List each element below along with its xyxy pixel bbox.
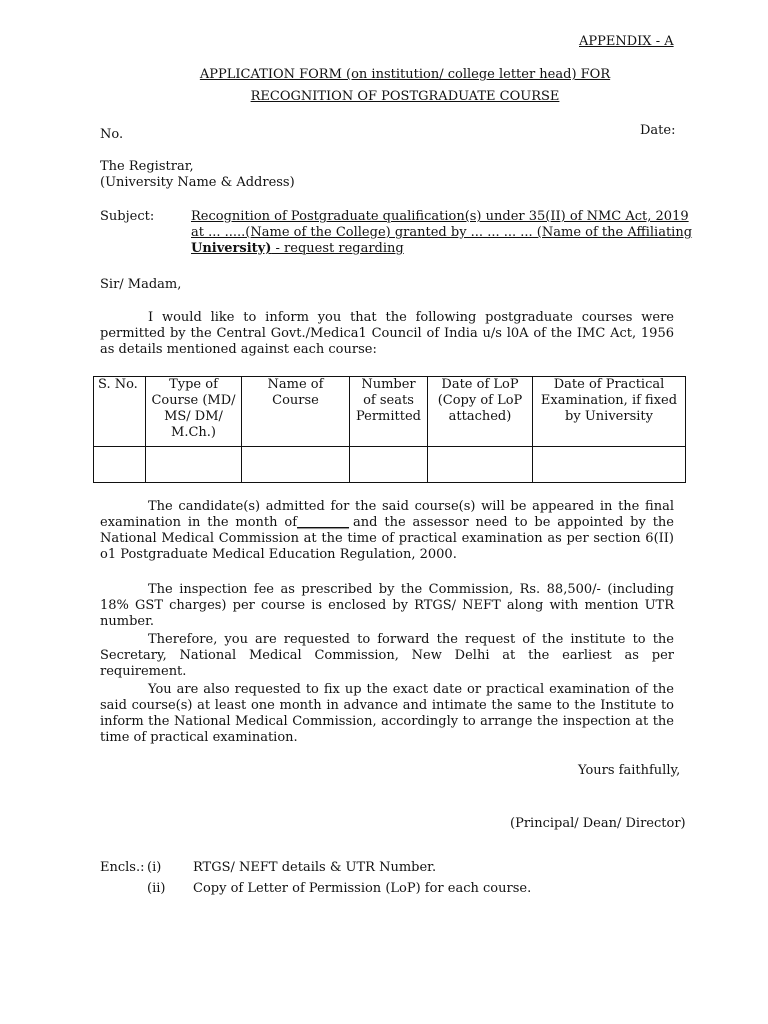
header-lop-date: Date of LoP (Copy of LoP attached) [428,377,533,447]
enclosures-label: Encls.: [100,860,145,875]
paragraph-examination-part2: and the assessor need to be appointed by the National Medical Commission at the time of practical examination as per section 6(II) o1 Postgraduate Medical Education Regulation, 2000. [100,515,674,562]
exam-month-blank[interactable]: ________ [297,515,350,530]
paragraph-inspection-fee: The inspection fee as prescribed by the Commission, Rs. 88,500/- (including 18% GST charges) per course is enclosed by RTGS/ NEFT along with mention UTR number. [100,582,674,629]
recipient-address: (University Name & Address) [100,175,295,190]
form-title-line1: APPLICATION FORM (on institution/ college letter head) FOR [199,67,611,82]
header-seats-permitted: Number of seats Permitted [350,377,428,447]
table-cell[interactable] [94,447,146,483]
header-course-name: Name of Course [242,377,350,447]
enclosure-item-number: (i) [147,860,162,875]
signatory-designation: (Principal/ Dean/ Director) [510,816,686,831]
recipient-block [100,159,295,191]
subject-label: Subject: [100,209,155,224]
recipient-title: The Registrar, [100,159,194,174]
date-label: Date: [640,123,676,138]
header-practical-exam-date: Date of Practical Examination, if fixed by University [533,377,686,447]
paragraph-intro: I would like to inform you that the following postgraduate courses were permitted by the Central Govt./Medica1 Council of India u/s l0A of the IMC Act, 1956 as details mentioned against each course: [100,310,674,357]
table-cell[interactable] [533,447,686,483]
reference-number-label: No. [100,127,124,142]
header-serial-number: S. No. [94,377,146,447]
paragraph-examination-part1: The candidate(s) admitted for the said course(s) will be appeared in the final examination in the month of [100,499,674,530]
table-cell[interactable] [242,447,350,483]
subject-text [191,209,693,257]
paragraph-forward-request: Therefore, you are requested to forward the request of the institute to the Secretary, National Medical Commission, New Delhi at the earliest as per requirement. [100,632,674,679]
paragraph-practical-exam: You are also requested to fix up the exact date or practical examination of the said course(s) at least one month in advance and intimate the same to the Institute to inform the National Medical Commission, accordingly to arrange the inspection at the time of practical examination. [100,682,674,745]
courses-table [93,376,686,483]
form-title-line2: RECOGNITION OF POSTGRADUATE COURSE [250,89,560,104]
salutation: Sir/ Madam, [100,277,182,292]
header-course-type: Type of Course (MD/ MS/ DM/ M.Ch.) [146,377,242,447]
table-row [94,447,686,483]
appendix-label: APPENDIX - A [579,34,674,49]
subject-line-1: Recognition of Postgraduate qualification(s) under 35(II) of NMC Act, 2019 [191,209,689,224]
subject-line-2: at ... .....(Name of the College) granted by ... ... ... ... (Name of the Affiliating [191,225,693,240]
table-header-row [94,377,686,447]
paragraph-examination [100,499,674,563]
enclosure-item-number: (ii) [147,881,166,896]
table-cell[interactable] [350,447,428,483]
table-cell[interactable] [428,447,533,483]
table-cell[interactable] [146,447,242,483]
closing-yours-faithfully: Yours faithfully, [578,763,681,778]
subject-line-3 [191,241,674,257]
enclosure-item-text: RTGS/ NEFT details & UTR Number. [193,860,437,875]
subject-university-bold: University) [191,241,272,256]
subject-request-text: - request regarding [271,241,404,256]
enclosure-item-text: Copy of Letter of Permission (LoP) for each course. [193,881,532,896]
